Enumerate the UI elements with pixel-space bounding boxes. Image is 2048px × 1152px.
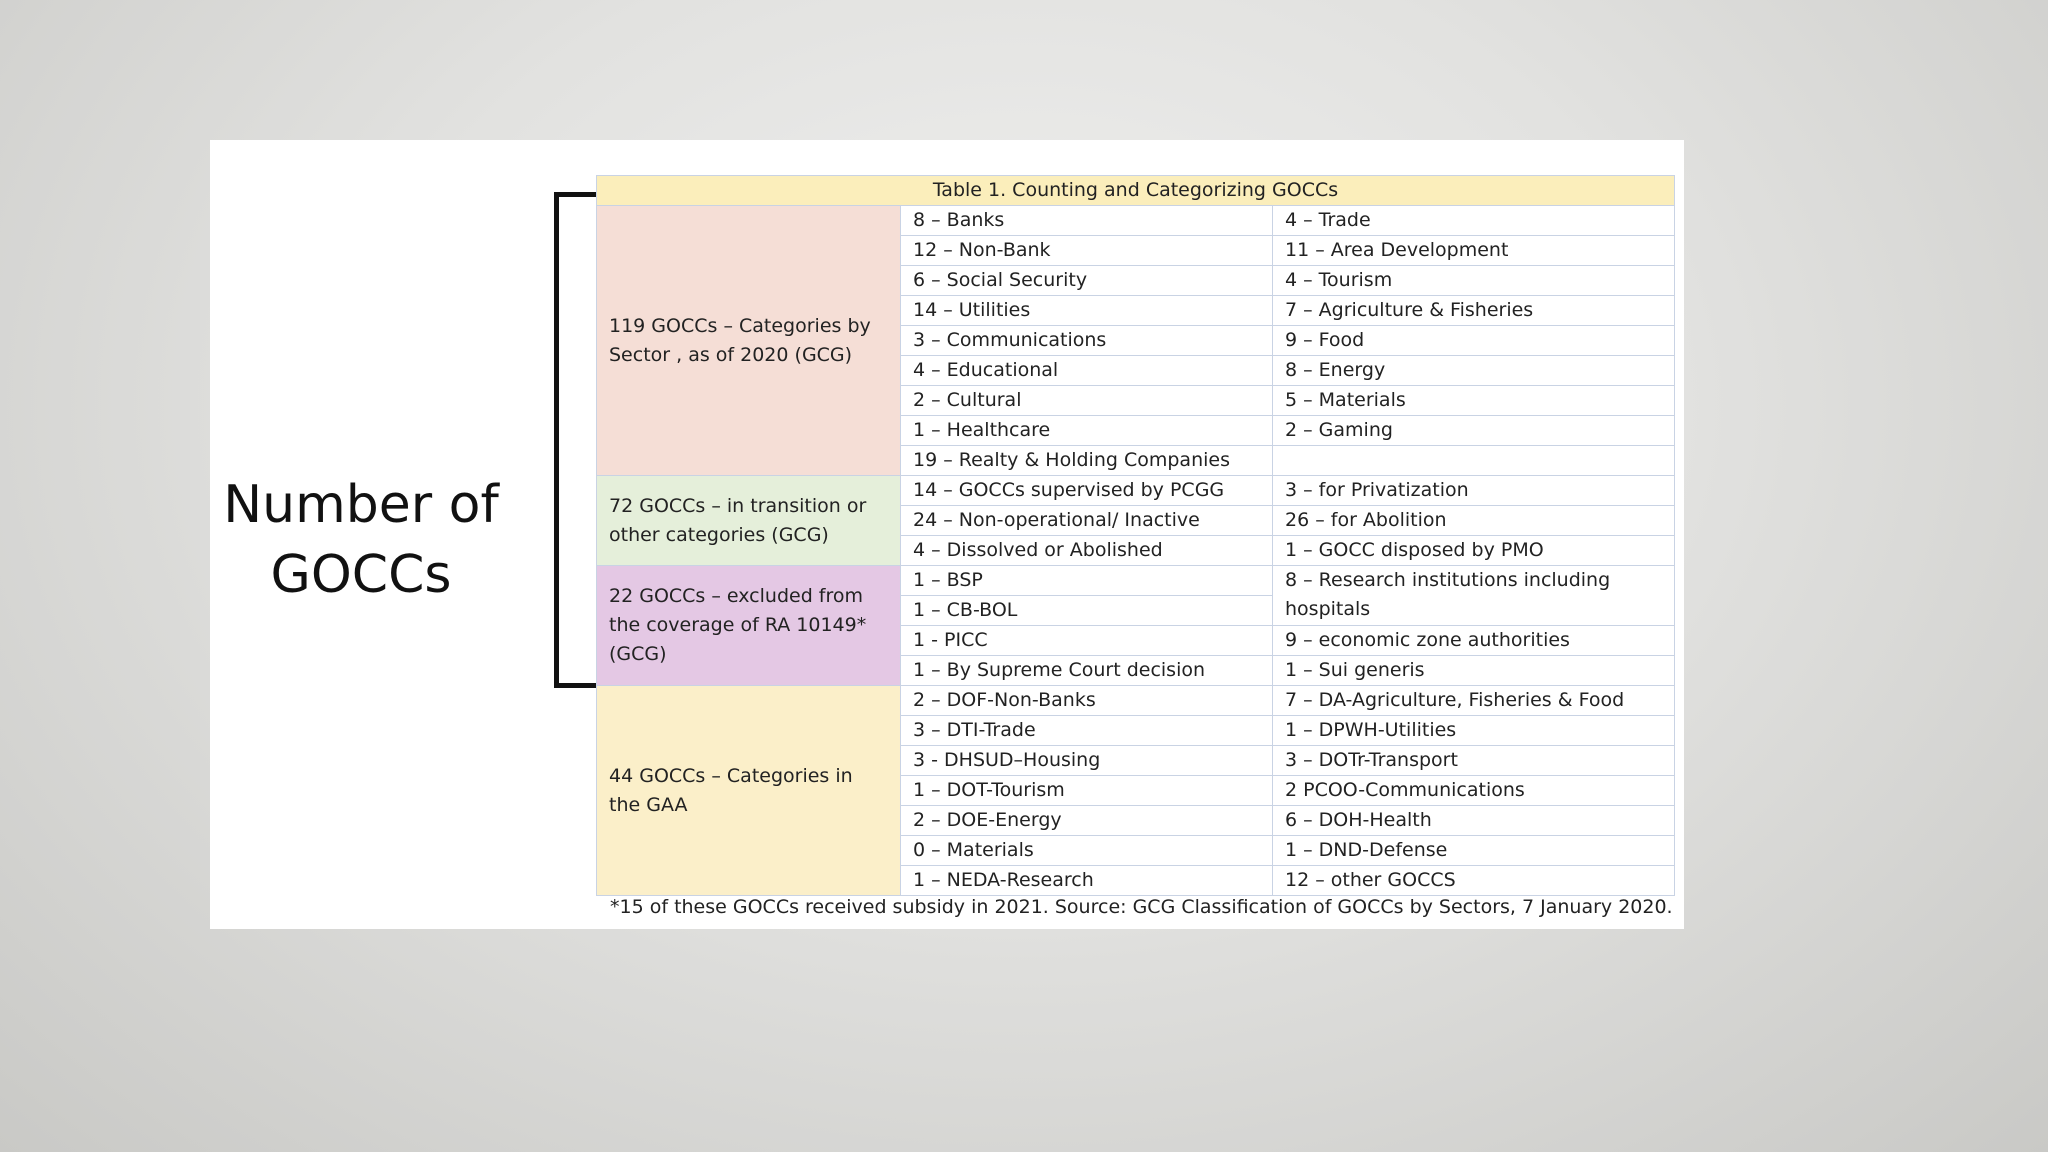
- table-row: [597, 566, 1675, 596]
- table-cell: 9 – Food: [1273, 326, 1675, 356]
- table-cell: 2 – Gaming: [1273, 416, 1675, 446]
- table-cell: 5 – Materials: [1273, 386, 1675, 416]
- table-footnote: *15 of these GOCCs received subsidy in 2021. Source: GCG Classification of GOCCs by Sectors, 7 January 2020.: [610, 896, 1673, 918]
- table-cell: 19 – Realty & Holding Companies: [901, 446, 1273, 476]
- table-cell: 2 PCOO-Communications: [1273, 776, 1675, 806]
- table-cell: 14 – Utilities: [901, 296, 1273, 326]
- table-cell: 6 – Social Security: [901, 266, 1273, 296]
- table-cell: 14 – GOCCs supervised by PCGG: [901, 476, 1273, 506]
- slide-heading: [210, 470, 512, 610]
- table-cell: [1273, 446, 1675, 476]
- table-cell: 8 – Energy: [1273, 356, 1675, 386]
- table-cell: 7 – Agriculture & Fisheries: [1273, 296, 1675, 326]
- table-cell: 3 – DOTr-Transport: [1273, 746, 1675, 776]
- bracket-shape: [554, 192, 596, 688]
- table-cell: 4 – Educational: [901, 356, 1273, 386]
- category-cell-transition: 72 GOCCs – in transition or other categories (GCG): [597, 476, 901, 566]
- table-row: [597, 476, 1675, 506]
- table-cell: 0 – Materials: [901, 836, 1273, 866]
- table-cell: 1 – DOT-Tourism: [901, 776, 1273, 806]
- gocc-table: [596, 175, 1675, 896]
- table-cell: 4 – Trade: [1273, 206, 1675, 236]
- heading-line-2: GOCCs: [270, 545, 452, 605]
- table-cell: 1 – Healthcare: [901, 416, 1273, 446]
- table-cell: 1 – GOCC disposed by PMO: [1273, 536, 1675, 566]
- slide: [210, 140, 1684, 929]
- table-cell: 7 – DA-Agriculture, Fisheries & Food: [1273, 686, 1675, 716]
- table-cell: 1 – CB-BOL: [901, 596, 1273, 626]
- table-cell: 8 – Banks: [901, 206, 1273, 236]
- table-cell: 24 – Non-operational/ Inactive: [901, 506, 1273, 536]
- table-cell: 6 – DOH-Health: [1273, 806, 1675, 836]
- table-cell: 12 – Non-Bank: [901, 236, 1273, 266]
- table-cell: 8 – Research institutions including hospitals: [1273, 566, 1675, 626]
- table-cell: 1 - PICC: [901, 626, 1273, 656]
- category-cell-gaa: 44 GOCCs – Categories in the GAA: [597, 686, 901, 896]
- table-cell: 1 – By Supreme Court decision: [901, 656, 1273, 686]
- category-cell-excluded: 22 GOCCs – excluded from the coverage of RA 10149* (GCG): [597, 566, 901, 686]
- table-cell: 11 – Area Development: [1273, 236, 1675, 266]
- table-cell: 3 – Communications: [901, 326, 1273, 356]
- table-cell: 3 – DTI-Trade: [901, 716, 1273, 746]
- table-cell: 2 – Cultural: [901, 386, 1273, 416]
- table-cell: 1 – NEDA-Research: [901, 866, 1273, 896]
- table-cell: 12 – other GOCCS: [1273, 866, 1675, 896]
- table-cell: 4 – Tourism: [1273, 266, 1675, 296]
- table-cell: 4 – Dissolved or Abolished: [901, 536, 1273, 566]
- table-cell: 1 – BSP: [901, 566, 1273, 596]
- table-cell: 1 – Sui generis: [1273, 656, 1675, 686]
- category-cell-sector: 119 GOCCs – Categories by Sector , as of 2020 (GCG): [597, 206, 901, 476]
- table-cell: 2 – DOE-Energy: [901, 806, 1273, 836]
- table-row: [597, 686, 1675, 716]
- table-cell: 2 – DOF-Non-Banks: [901, 686, 1273, 716]
- table-cell: 1 – DND-Defense: [1273, 836, 1675, 866]
- table-title-row: [597, 176, 1675, 206]
- table-row: [597, 206, 1675, 236]
- table-cell: 1 – DPWH-Utilities: [1273, 716, 1675, 746]
- table-cell: 26 – for Abolition: [1273, 506, 1675, 536]
- table-cell: 3 – for Privatization: [1273, 476, 1675, 506]
- table-cell: 9 – economic zone authorities: [1273, 626, 1675, 656]
- table-cell: 3 - DHSUD–Housing: [901, 746, 1273, 776]
- heading-line-1: Number of: [223, 475, 499, 535]
- table-title: Table 1. Counting and Categorizing GOCCs: [597, 176, 1675, 206]
